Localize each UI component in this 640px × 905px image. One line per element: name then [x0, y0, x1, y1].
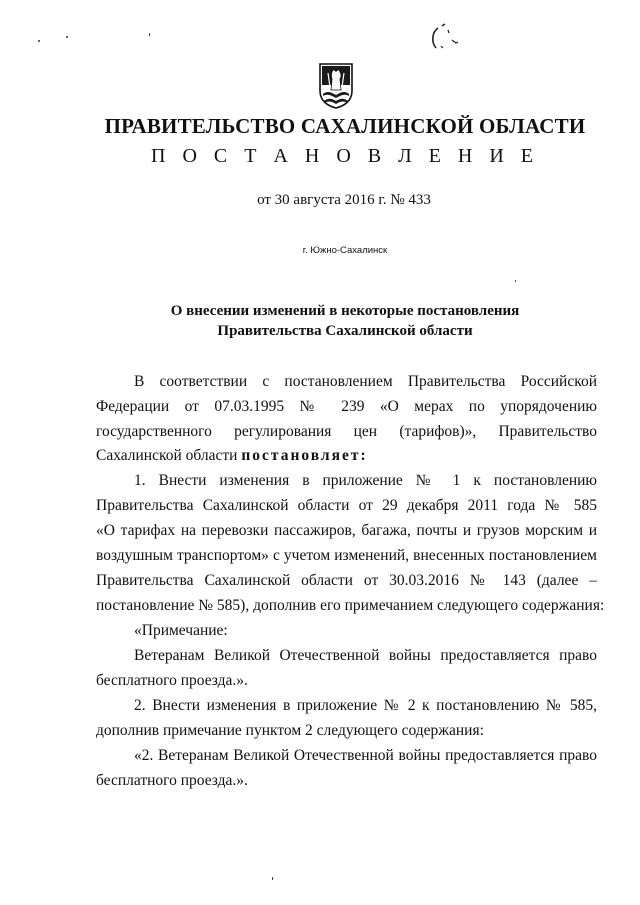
body-line: воздушным транспортом» с учетом изменений, внесенных постановлением — [96, 547, 597, 564]
body-line: 2. Внести изменения в приложение № 2 к постановлению № 585, — [134, 697, 597, 714]
body-line: «О тарифах на перевозки пассажиров, багажа, почты и грузов морским и — [96, 522, 597, 539]
body-line: Правительства Сахалинской области от 30.03.2016 № 143 (далее – — [96, 572, 597, 589]
scan-speck — [272, 877, 273, 880]
subject-line: Правительства Сахалинской области — [217, 323, 473, 339]
body-line — [96, 444, 597, 468]
document-type-title: П О С Т А Н О В Л Е Н И Е — [151, 145, 539, 167]
decree-subject — [0, 301, 640, 341]
body-line: постановление № 585), дополнив его примечанием следующего содержания: — [96, 597, 605, 614]
scan-speck — [66, 36, 68, 38]
body-line: В соответствии с постановлением Правительства Российской — [134, 373, 597, 390]
body-line: государственного регулирования цен (тарифов)», Правительство — [96, 423, 597, 440]
body-text: Сахалинской области — [96, 447, 242, 464]
body-line: «Примечание: — [134, 622, 228, 639]
decree-date-number: от 30 августа 2016 г. № 433 — [257, 192, 431, 208]
scan-speck — [149, 33, 150, 36]
sakhalin-coat-of-arms-icon — [319, 63, 353, 109]
scan-speck — [515, 280, 516, 282]
subject-line: О внесении изменений в некоторые постановления — [170, 303, 520, 319]
body-line: 1. Внести изменения в приложение № 1 к постановлению — [134, 472, 597, 489]
government-title: ПРАВИТЕЛЬСТВО САХАЛИНСКОЙ ОБЛАСТИ — [104, 114, 586, 138]
city-name: г. Южно-Сахалинск — [302, 245, 388, 256]
body-line: Федерации от 07.03.1995 № 239 «О мерах по упорядочению — [96, 398, 597, 415]
body-line: «2. Ветеранам Великой Отечественной войны предоставляется право — [134, 747, 597, 764]
body-line: дополнив примечание пунктом 2 следующего содержания: — [96, 722, 484, 739]
scan-speck — [38, 40, 40, 42]
body-line: Ветеранам Великой Отечественной войны предоставляется право — [134, 647, 597, 664]
body-line: бесплатного проезда.». — [96, 772, 248, 789]
handwritten-mark — [428, 22, 464, 56]
body-line: бесплатного проезда.». — [96, 672, 248, 689]
resolution-keyword: постановляет: — [241, 447, 368, 464]
body-line: Правительства Сахалинской области от 29 декабря 2011 года № 585 — [96, 497, 597, 514]
